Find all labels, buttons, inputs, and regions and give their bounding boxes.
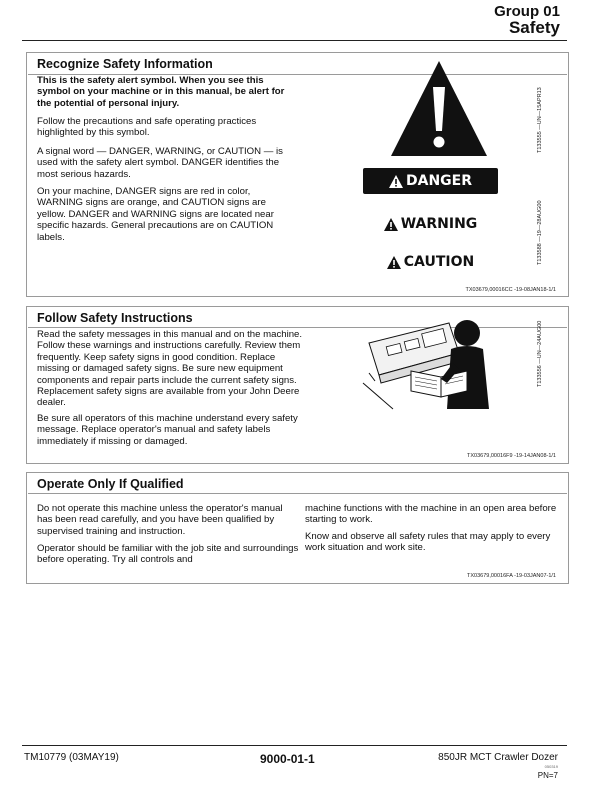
caution-alert-icon — [387, 256, 401, 269]
reference-code: TX03679,00016CC -19-08JAN18-1/1 — [465, 287, 556, 293]
paragraph-alert-symbol: This is the safety alert symbol. When you see this symbol on your machine or in this manual, be alert for the potential of personal injury. — [37, 75, 285, 109]
paragraph-do-not-operate: Do not operate this machine unless the operator's manual has been read carefully, and you have been qualified by supervised training and instruction. — [37, 503, 283, 537]
manual-id: TM10779 (03MAY19) — [24, 752, 119, 763]
caution-sign-label: CAUTION — [403, 254, 475, 270]
section-title-follow: Follow Safety Instructions — [37, 311, 193, 325]
page-number-pn: PN=7 — [537, 771, 558, 780]
reference-code: TX03679,00016FA -19-03JAN07-1/1 — [467, 573, 556, 579]
reference-code: TX03679,00016F9 -19-14JAN08-1/1 — [467, 453, 556, 459]
section-operate-qualified — [26, 472, 569, 584]
machine-name: 850JR MCT Crawler Dozer — [438, 752, 558, 763]
warning-sign-label: WARNING — [400, 216, 478, 232]
section-title-qualified: Operate Only If Qualified — [37, 477, 184, 491]
figure-id-operator: T133556 —UN—24AUG00 — [537, 320, 543, 387]
danger-sign-label: DANGER — [405, 173, 472, 189]
footer-small-code: 050319 — [544, 764, 558, 769]
footer-divider — [22, 745, 567, 746]
paragraph-operators-understand: Be sure all operators of this machine understand every safety message. Replace operator's manual and safety labels immediately if missing or damaged. — [37, 413, 298, 447]
paragraph-read-messages: Read the safety messages in this manual and on the machine. Follow these warnings and instructions carefully. Review them frequently. Keep safety signs in good condition. Replace missing or damaged safety signs. Be sure new equipment components and repair parts include the current safety signs. Replacement safety signs are available from your John Deere dealer. — [37, 329, 303, 409]
paragraph-open-area: machine functions with the machine in an open area before starting to work. — [305, 503, 557, 526]
safety-alert-symbol-icon — [389, 59, 489, 159]
paragraph-precautions: Follow the precautions and safe operating practices highlighted by this symbol. — [37, 116, 257, 139]
section-title: Safety — [508, 18, 560, 37]
section-follow-instructions — [26, 306, 569, 464]
figure-id-alert: T133555 —UN—15APR13 — [537, 87, 543, 153]
page-number: 9000-01-1 — [260, 752, 315, 766]
figure-id-signs: T133588 —19—28AUG00 — [537, 200, 543, 265]
paragraph-sign-colors: On your machine, DANGER signs are red in color, WARNING signs are orange, and CAUTION signs are yellow. DANGER and WARNING signs are located near specific hazards. General precautions are on CAUTION labels. — [37, 186, 274, 243]
operator-reading-manual-illustration — [349, 313, 514, 413]
paragraph-safety-rules: Know and observe all safety rules that may apply to every work situation and work site. — [305, 531, 551, 554]
paragraph-familiar-site: Operator should be familiar with the job site and surroundings before operating. Try all controls and — [37, 543, 299, 566]
danger-alert-icon — [389, 175, 403, 188]
header-divider — [22, 40, 567, 41]
title-divider — [28, 493, 567, 494]
warning-sign — [363, 213, 498, 235]
danger-sign — [363, 168, 498, 194]
warning-alert-icon — [384, 218, 398, 231]
caution-sign — [363, 251, 498, 273]
group-label: Group 01 — [494, 3, 560, 20]
paragraph-signal-word: A signal word — DANGER, WARNING, or CAUTION — is used with the safety alert symbol. DANGER identifies the most serious hazards. — [37, 146, 283, 180]
section-title-recognize: Recognize Safety Information — [37, 57, 213, 71]
section-recognize-safety — [26, 52, 569, 297]
